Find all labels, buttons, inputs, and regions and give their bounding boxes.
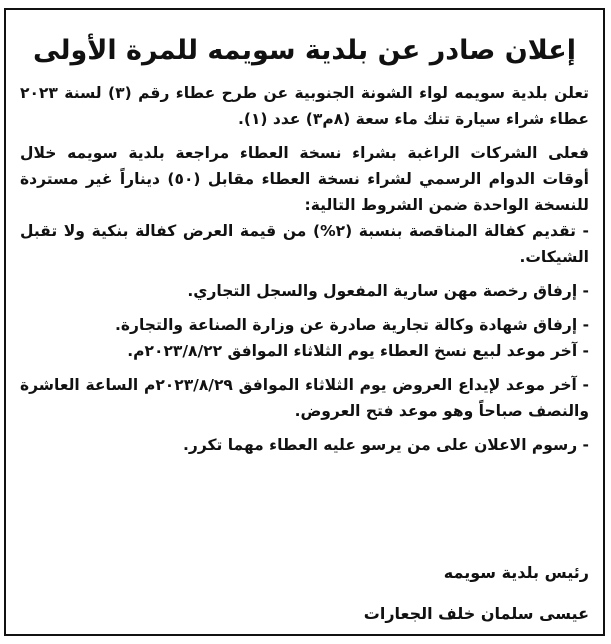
condition-item: - رسوم الاعلان على من يرسو عليه العطاء مهما تكرر. <box>183 436 589 454</box>
announcement-frame <box>4 8 605 636</box>
signature-name: عيسى سلمان خلف الجعارات <box>363 604 589 623</box>
condition-item: - إرفاق شهادة وكالة تجارية صادرة عن وزارة الصناعة والتجارة. <box>115 316 589 334</box>
announcement-body <box>20 10 589 634</box>
eligibility-paragraph: فعلى الشركات الراغبة بشراء نسخة العطاء مراجعة بلدية سويمه خلال أوقات الدوام الرسمي لشراء نسخة العطاء مقابل (٥٠) ديناراً غير مستردة للنسخة الواحدة ضمن الشروط التالية: <box>20 144 589 214</box>
intro-paragraph: تعلن بلدية سويمه لواء الشونة الجنوبية عن طرح عطاء رقم (٣) لسنة ٢٠٢٣ عطاء شراء سيارة تنك ماء سعة (٨م٣) عدد (١). <box>20 84 589 128</box>
condition-item: - إرفاق رخصة مهن سارية المفعول والسجل التجاري. <box>187 282 589 300</box>
condition-item: - آخر موعد لإيداع العروض يوم الثلاثاء الموافق ٢٠٢٣/٨/٢٩م الساعة العاشرة والنصف صباحاً وهو موعد فتح العروض. <box>20 376 589 420</box>
condition-item: - آخر موعد لبيع نسخ العطاء يوم الثلاثاء الموافق ٢٠٢٣/٨/٢٢م. <box>127 342 589 360</box>
condition-item: - تقديم كفالة المناقصة بنسبة (٢%) من قيمة العرض كفالة بنكية ولا تقبل الشيكات. <box>20 222 589 266</box>
signature-position: رئيس بلدية سويمه <box>443 563 589 582</box>
announcement-title: إعلان صادر عن بلدية سويمه للمرة الأولى <box>33 35 576 66</box>
